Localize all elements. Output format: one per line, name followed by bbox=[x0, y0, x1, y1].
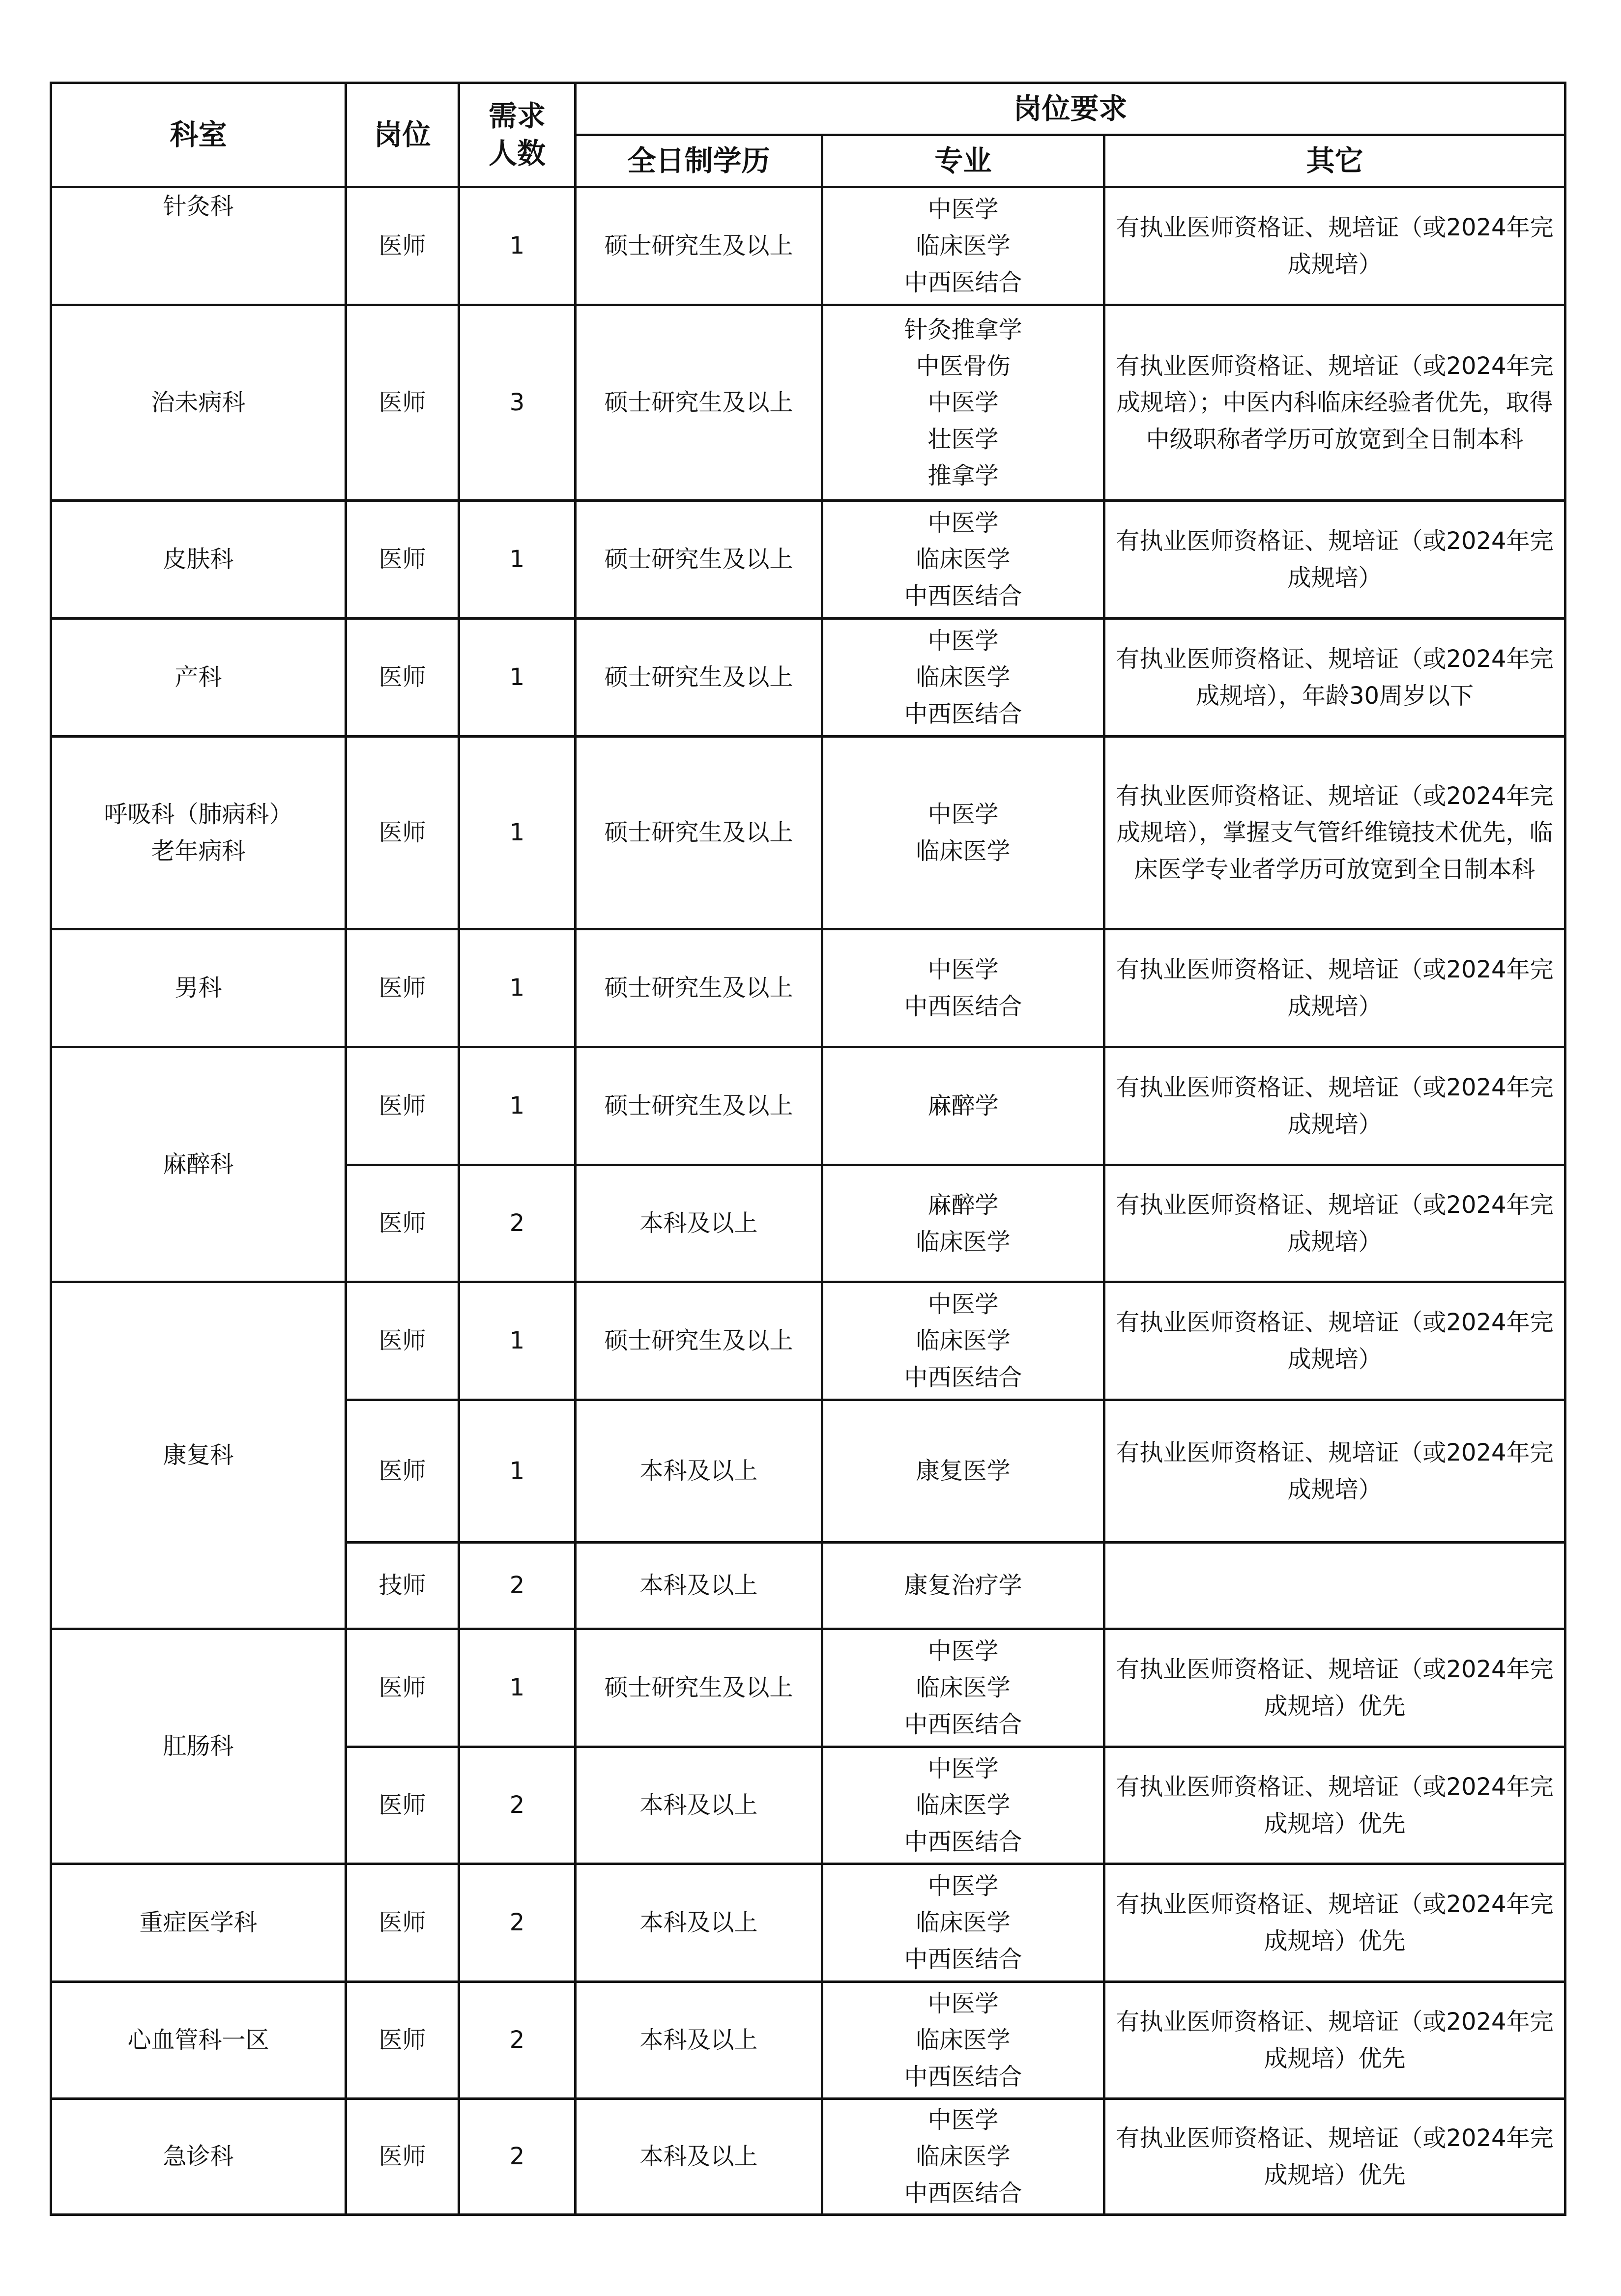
table-row bbox=[51, 187, 1565, 305]
count-cell: 2 bbox=[459, 2099, 576, 2215]
major-item: 中医学 bbox=[927, 956, 999, 984]
major-item: 中西医结合 bbox=[904, 1363, 1022, 1391]
post-cell: 医师 bbox=[346, 501, 459, 619]
other-cell: 有执业医师资格证、规培证（或2024年完成规培）优先 bbox=[1104, 1864, 1565, 1982]
dept-cell: 治未病科 bbox=[51, 305, 346, 501]
major-item: 中医学 bbox=[927, 195, 999, 223]
post-cell: 医师 bbox=[346, 1982, 459, 2099]
major-item: 中西医结合 bbox=[904, 992, 1022, 1020]
count-cell: 2 bbox=[459, 1982, 576, 2099]
major-item: 临床医学 bbox=[916, 1327, 1011, 1355]
major-item: 中西医结合 bbox=[904, 268, 1022, 296]
header-education: 全日制学历 bbox=[576, 135, 822, 187]
post-cell: 医师 bbox=[346, 1864, 459, 1982]
table-row bbox=[51, 929, 1565, 1047]
table-row bbox=[51, 1982, 1565, 2099]
major-cell bbox=[822, 1165, 1104, 1282]
education-cell: 硕士研究生及以上 bbox=[576, 737, 822, 929]
recruitment-table bbox=[50, 82, 1566, 2216]
table-row bbox=[51, 1047, 1565, 1165]
major-cell bbox=[822, 1543, 1104, 1629]
table-row bbox=[51, 619, 1565, 737]
major-cell bbox=[822, 1629, 1104, 1747]
other-cell: 有执业医师资格证、规培证（或2024年完成规培） bbox=[1104, 1282, 1565, 1400]
major-item: 壮医学 bbox=[927, 425, 999, 453]
post-cell: 医师 bbox=[346, 1165, 459, 1282]
count-cell: 1 bbox=[459, 1282, 576, 1400]
major-item: 临床医学 bbox=[916, 545, 1011, 574]
major-item: 中医学 bbox=[927, 2106, 999, 2134]
table-row bbox=[51, 1629, 1565, 1747]
other-cell: 有执业医师资格证、规培证（或2024年完成规培） bbox=[1104, 501, 1565, 619]
education-cell: 本科及以上 bbox=[576, 1864, 822, 1982]
major-item: 中医学 bbox=[927, 801, 999, 829]
major-item: 中西医结合 bbox=[904, 1945, 1022, 1973]
major-item: 推拿学 bbox=[927, 462, 999, 490]
dept-cell: 康复科 bbox=[51, 1282, 346, 1629]
major-item: 中医学 bbox=[927, 389, 999, 417]
major-cell bbox=[822, 1400, 1104, 1543]
major-item: 临床医学 bbox=[916, 837, 1011, 865]
header-requirements: 岗位要求 bbox=[576, 83, 1565, 135]
major-item: 中医学 bbox=[927, 1290, 999, 1318]
other-cell: 有执业医师资格证、规培证（或2024年完成规培）；中医内科临床经验者优先，取得中级职称者学历可放宽到全日制本科 bbox=[1104, 305, 1565, 501]
count-cell: 3 bbox=[459, 305, 576, 501]
major-item: 康复治疗学 bbox=[904, 1572, 1022, 1600]
other-cell: 有执业医师资格证、规培证（或2024年完成规培）优先 bbox=[1104, 1747, 1565, 1864]
dept-cell: 肛肠科 bbox=[51, 1629, 346, 1864]
count-cell: 1 bbox=[459, 501, 576, 619]
major-item: 临床医学 bbox=[916, 1791, 1011, 1819]
major-item: 麻醉学 bbox=[927, 1092, 999, 1120]
dept-cell: 针灸科 bbox=[51, 187, 346, 305]
major-cell bbox=[822, 1982, 1104, 2099]
education-cell: 硕士研究生及以上 bbox=[576, 305, 822, 501]
dept-cell: 男科 bbox=[51, 929, 346, 1047]
post-cell: 医师 bbox=[346, 1400, 459, 1543]
major-item: 临床医学 bbox=[916, 1674, 1011, 1702]
education-cell: 硕士研究生及以上 bbox=[576, 1629, 822, 1747]
major-cell bbox=[822, 1282, 1104, 1400]
other-cell: 有执业医师资格证、规培证（或2024年完成规培） bbox=[1104, 1400, 1565, 1543]
table-row bbox=[51, 305, 1565, 501]
major-cell bbox=[822, 2099, 1104, 2215]
header-count: 需求 人数 bbox=[459, 83, 576, 187]
other-cell: 有执业医师资格证、规培证（或2024年完成规培） bbox=[1104, 187, 1565, 305]
table-row bbox=[51, 1282, 1565, 1400]
education-cell: 硕士研究生及以上 bbox=[576, 1047, 822, 1165]
major-item: 临床医学 bbox=[916, 2026, 1011, 2054]
other-cell: 有执业医师资格证、规培证（或2024年完成规培） bbox=[1104, 929, 1565, 1047]
major-cell bbox=[822, 305, 1104, 501]
other-cell: 有执业医师资格证、规培证（或2024年完成规培）优先 bbox=[1104, 1629, 1565, 1747]
dept-cell: 产科 bbox=[51, 619, 346, 737]
count-cell: 1 bbox=[459, 1047, 576, 1165]
major-item: 中西医结合 bbox=[904, 2179, 1022, 2207]
table-body bbox=[51, 187, 1565, 2215]
major-item: 临床医学 bbox=[916, 1228, 1011, 1256]
major-item: 中西医结合 bbox=[904, 2063, 1022, 2091]
header-major: 专业 bbox=[822, 135, 1104, 187]
header-post: 岗位 bbox=[346, 83, 459, 187]
education-cell: 硕士研究生及以上 bbox=[576, 1282, 822, 1400]
education-cell: 本科及以上 bbox=[576, 1165, 822, 1282]
education-cell: 硕士研究生及以上 bbox=[576, 187, 822, 305]
major-item: 临床医学 bbox=[916, 2143, 1011, 2171]
major-cell bbox=[822, 929, 1104, 1047]
other-cell: 有执业医师资格证、规培证（或2024年完成规培），掌握支气管纤维镜技术优先，临床医学专业者学历可放宽到全日制本科 bbox=[1104, 737, 1565, 929]
post-cell: 医师 bbox=[346, 737, 459, 929]
dept-cell: 麻醉科 bbox=[51, 1047, 346, 1282]
count-cell: 2 bbox=[459, 1543, 576, 1629]
major-item: 临床医学 bbox=[916, 663, 1011, 691]
education-cell: 本科及以上 bbox=[576, 1543, 822, 1629]
table-row bbox=[51, 501, 1565, 619]
header-dept: 科室 bbox=[51, 83, 346, 187]
dept-cell: 心血管科一区 bbox=[51, 1982, 346, 2099]
count-cell: 1 bbox=[459, 187, 576, 305]
count-cell: 2 bbox=[459, 1747, 576, 1864]
table-row bbox=[51, 2099, 1565, 2215]
major-cell bbox=[822, 501, 1104, 619]
major-cell bbox=[822, 737, 1104, 929]
major-item: 中医学 bbox=[927, 627, 999, 655]
count-cell: 1 bbox=[459, 929, 576, 1047]
education-cell: 本科及以上 bbox=[576, 1747, 822, 1864]
count-cell: 1 bbox=[459, 1629, 576, 1747]
major-cell bbox=[822, 619, 1104, 737]
other-cell: 有执业医师资格证、规培证（或2024年完成规培） bbox=[1104, 1165, 1565, 1282]
major-item: 中医学 bbox=[927, 509, 999, 537]
post-cell: 医师 bbox=[346, 1747, 459, 1864]
education-cell: 硕士研究生及以上 bbox=[576, 619, 822, 737]
count-cell: 1 bbox=[459, 619, 576, 737]
major-item: 中西医结合 bbox=[904, 1710, 1022, 1738]
major-item: 中医骨伤 bbox=[916, 352, 1011, 380]
dept-cell: 皮肤科 bbox=[51, 501, 346, 619]
other-cell bbox=[1104, 1543, 1565, 1629]
post-cell: 医师 bbox=[346, 929, 459, 1047]
major-item: 中医学 bbox=[927, 1754, 999, 1782]
header-other: 其它 bbox=[1104, 135, 1565, 187]
post-cell: 医师 bbox=[346, 1282, 459, 1400]
major-cell bbox=[822, 1864, 1104, 1982]
major-cell bbox=[822, 1047, 1104, 1165]
major-item: 临床医学 bbox=[916, 1909, 1011, 1937]
post-cell: 医师 bbox=[346, 305, 459, 501]
major-item: 中医学 bbox=[927, 1989, 999, 2017]
major-item: 中医学 bbox=[927, 1637, 999, 1665]
major-item: 中西医结合 bbox=[904, 582, 1022, 610]
post-cell: 医师 bbox=[346, 619, 459, 737]
major-item: 针灸推拿学 bbox=[904, 316, 1022, 344]
education-cell: 本科及以上 bbox=[576, 1982, 822, 2099]
post-cell: 医师 bbox=[346, 187, 459, 305]
major-item: 中西医结合 bbox=[904, 700, 1022, 728]
major-item: 中西医结合 bbox=[904, 1828, 1022, 1856]
major-item: 麻醉学 bbox=[927, 1191, 999, 1219]
other-cell: 有执业医师资格证、规培证（或2024年完成规培），年龄30周岁以下 bbox=[1104, 619, 1565, 737]
post-cell: 技师 bbox=[346, 1543, 459, 1629]
post-cell: 医师 bbox=[346, 2099, 459, 2215]
major-cell bbox=[822, 187, 1104, 305]
education-cell: 硕士研究生及以上 bbox=[576, 501, 822, 619]
dept-cell: 重症医学科 bbox=[51, 1864, 346, 1982]
education-cell: 本科及以上 bbox=[576, 2099, 822, 2215]
major-cell bbox=[822, 1747, 1104, 1864]
other-cell: 有执业医师资格证、规培证（或2024年完成规培）优先 bbox=[1104, 1982, 1565, 2099]
count-cell: 2 bbox=[459, 1165, 576, 1282]
table-row bbox=[51, 737, 1565, 929]
count-cell: 2 bbox=[459, 1864, 576, 1982]
dept-cell: 呼吸科（肺病科） 老年病科 bbox=[51, 737, 346, 929]
major-item: 临床医学 bbox=[916, 232, 1011, 260]
other-cell: 有执业医师资格证、规培证（或2024年完成规培）优先 bbox=[1104, 2099, 1565, 2215]
dept-cell: 急诊科 bbox=[51, 2099, 346, 2215]
education-cell: 本科及以上 bbox=[576, 1400, 822, 1543]
count-cell: 1 bbox=[459, 1400, 576, 1543]
education-cell: 硕士研究生及以上 bbox=[576, 929, 822, 1047]
major-item: 中医学 bbox=[927, 1872, 999, 1900]
post-cell: 医师 bbox=[346, 1047, 459, 1165]
table-row bbox=[51, 1864, 1565, 1982]
post-cell: 医师 bbox=[346, 1629, 459, 1747]
major-item: 康复医学 bbox=[916, 1457, 1011, 1485]
other-cell: 有执业医师资格证、规培证（或2024年完成规培） bbox=[1104, 1047, 1565, 1165]
count-cell: 1 bbox=[459, 737, 576, 929]
